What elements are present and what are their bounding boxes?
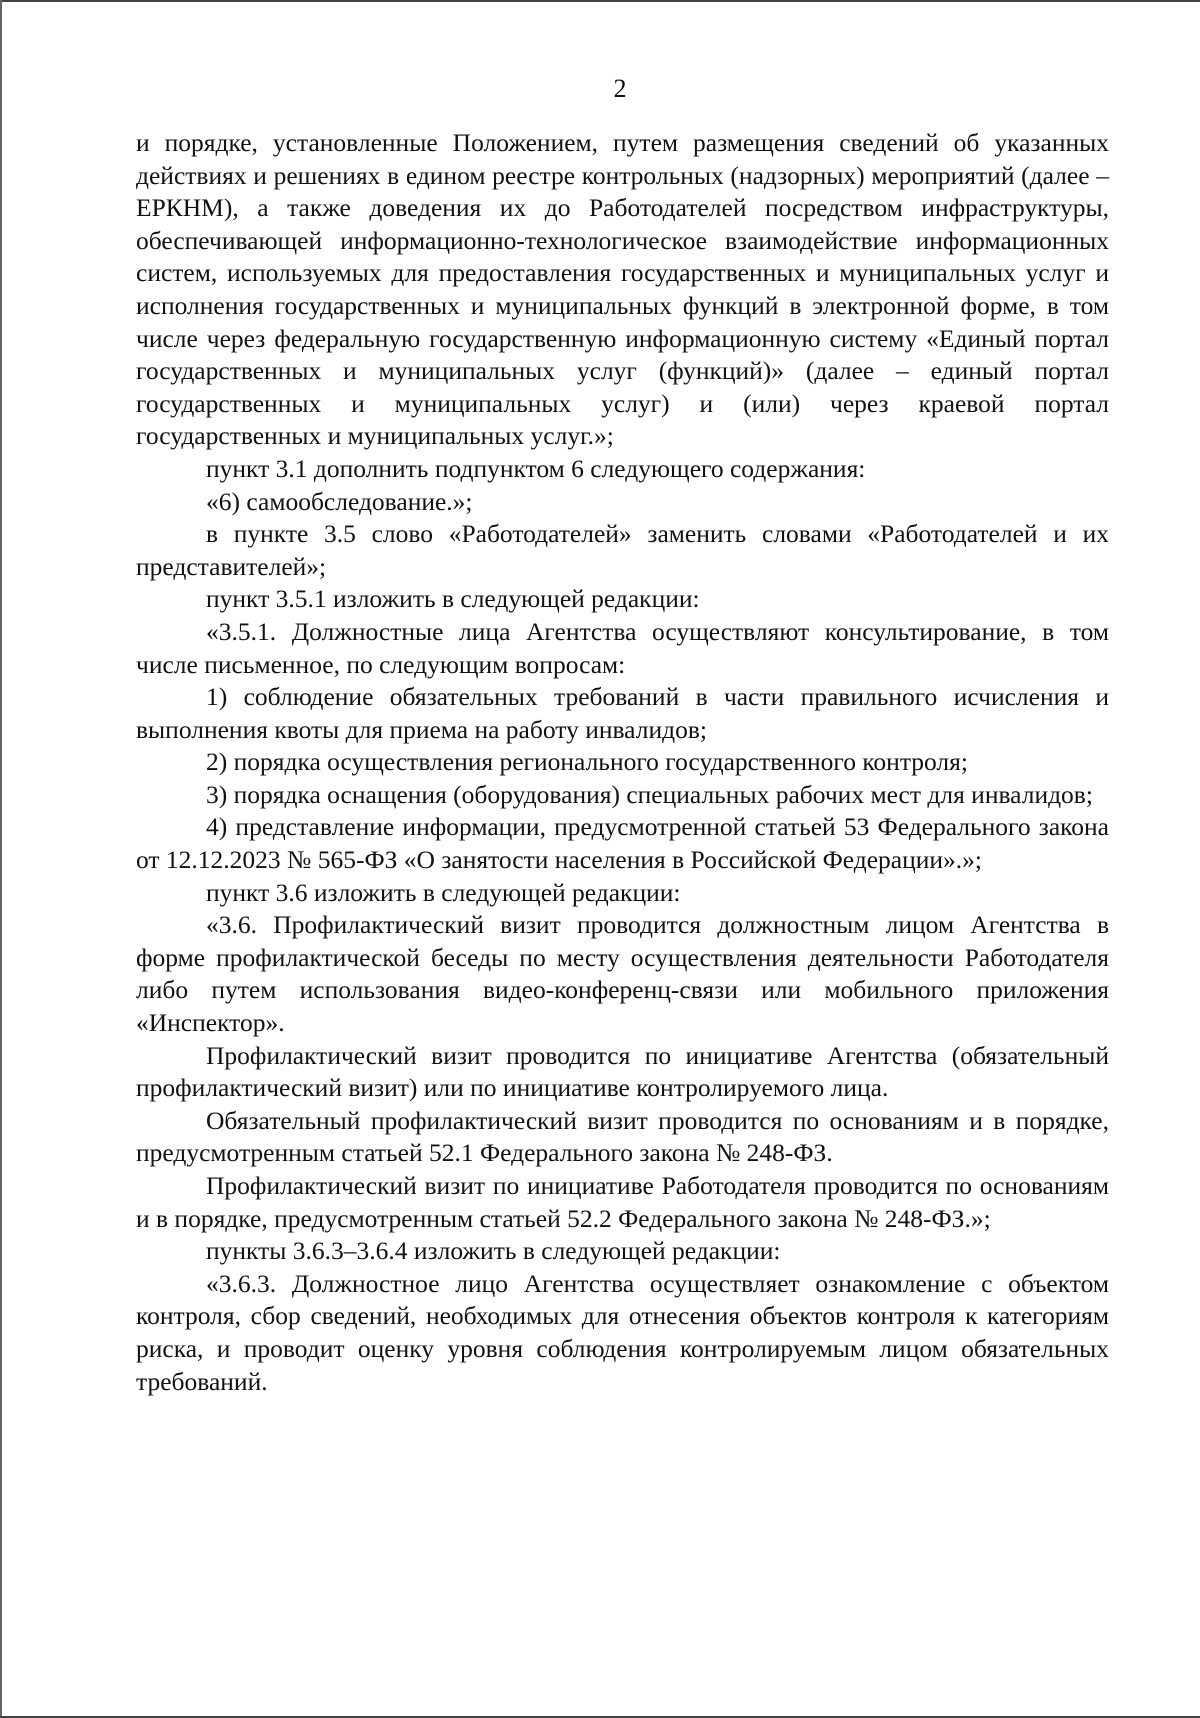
paragraph: Профилактический визит проводится по инициативе Агентства (обязательный профилактический визит) или по инициативе контролируемого лица. [136, 1040, 1109, 1103]
paragraph: пункт 3.1 дополнить подпунктом 6 следующего содержания: [206, 453, 866, 483]
paragraph: «3.6.3. Должностное лицо Агентства осуществляет ознакомление с объектом контроля, сбор сведений, необходимых для отнесения объектов контроля к категориям риска, и проводит оценку уровня соблюдения контролируемым лицом обязательных требований. [136, 1268, 1109, 1396]
scan-border-top [0, 0, 1200, 2]
list-item: 4) представление информации, предусмотренной статьей 53 Федерального закона от 12.12.2023 № 565-ФЗ «О занятости населения в Российской Федерации».»; [136, 812, 1109, 875]
page-number: 2 [613, 74, 627, 103]
paragraph: «6) самообследование.»; [206, 486, 473, 516]
paragraph: Профилактический визит по инициативе Работодателя проводится по основаниям и в порядке, предусмотренным статьей 52.2 Федерального закона № 248-ФЗ.»; [136, 1171, 1109, 1233]
list-item: 2) порядка осуществления регионального государственного контроля; [206, 747, 968, 777]
paragraph: «3.5.1. Должностные лица Агентства осуществляют консультирование, в том числе письменное, по следующим вопросам: [136, 616, 1109, 679]
paragraph-continuation: и порядке, установленные Положением, путем размещения сведений об указанных действиях и решениях в едином реестре контрольных (надзорных) мероприятий (далее – ЕРКНМ), а также доведения их до Работодателей посредством инфраструктуры, обеспечивающей информационно-технологическое взаимодействие информационных систем, используемых для предоставления государственных и муниципальных услуг и исполнения государственных и муниципальных функций в электронной форме, в том числе через федеральную государственную информационную систему «Единый портал государственных и муниципальных услуг (функций)» (далее – единый портал государственных и муниципальных услуг) и (или) через краевой портал государственных и муниципальных услуг.»; [136, 128, 1109, 451]
paragraph: Обязательный профилактический визит проводится по основаниям и в порядке, предусмотренным статьей 52.1 Федерального закона № 248-ФЗ. [136, 1105, 1109, 1168]
paragraph: «3.6. Профилактический визит проводится должностным лицом Агентства в форме профилактической беседы по месту осуществления деятельности Работодателя либо путем использования видео-конференц-связи или мобильного приложения «Инспектор». [136, 910, 1109, 1038]
paragraph: в пункте 3.5 слово «Работодателей» заменить словами «Работодателей и их представителей»; [136, 519, 1109, 581]
paragraph: пункты 3.6.3–3.6.4 изложить в следующей редакции: [206, 1236, 781, 1266]
list-item: 1) соблюдение обязательных требований в части правильного исчисления и выполнения квоты для приема на работу инвалидов; [136, 682, 1109, 744]
scan-border-left [0, 0, 2, 1718]
document-body [136, 127, 1109, 1398]
list-item: 3) порядка оснащения (оборудования) специальных рабочих мест для инвалидов; [206, 779, 1093, 809]
paragraph: пункт 3.5.1 изложить в следующей редакции: [206, 584, 700, 614]
paragraph: пункт 3.6 изложить в следующей редакции: [206, 877, 681, 907]
